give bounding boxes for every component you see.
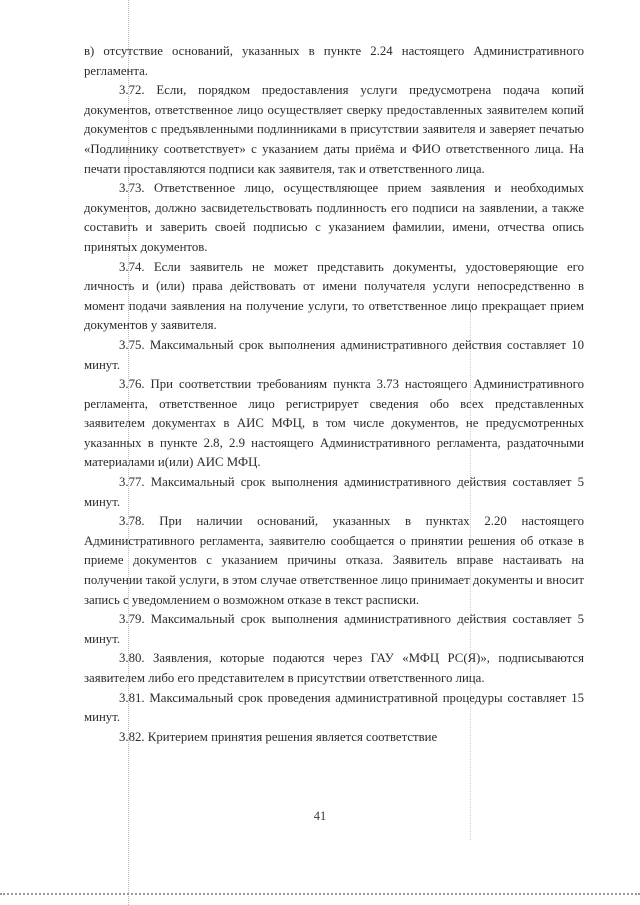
- page-number: 41: [313, 809, 327, 823]
- paragraph: 3.81. Максимальный срок проведения административной процедуры составляет 15 минут.: [84, 690, 584, 725]
- paragraph: 3.76. При соответствии требованиям пункта 3.73 настоящего Административного регламента, ответственное лицо регистрирует сведения обо всех представленных заявителем документах в АИС МФЦ, в том числе документов, не предусмотренных указанных в пункте 2.8, 2.9 настоящего Административного регламента, раздаточными материалами и(или) АИС МФЦ.: [84, 377, 584, 470]
- paragraph: 3.72. Если, порядком предоставления услуги предусмотрена подача копий документов, ответственное лицо осуществляет сверку предоставленных заявителем копий документов с предъявленными подлинниками в присутствии заявителя и заверяет печатью «Подлиннику соответствует» с указанием даты приёма и ФИО ответственного лица. На печати проставляются подписи как заявителя, так и ответственного лица.: [84, 83, 584, 176]
- paragraph: 3.82. Критерием принятия решения является соответствие: [119, 729, 438, 744]
- paragraph: 3.75. Максимальный срок выполнения административного действия составляет 10 минут.: [84, 337, 584, 372]
- paragraph: 3.80. Заявления, которые подаются через ГАУ «МФЦ РС(Я)», подписываются заявителем либо его представителем в присутствии ответственного лица.: [84, 651, 584, 685]
- paragraph: 3.73. Ответственное лицо, осуществляющее прием заявления и необходимых документов, должно засвидетельствовать подлинность его подписи на заявлении, а также составить и заверить своей подписью с указанием фамилии, имени, отчества опись принятых документов.: [84, 181, 584, 254]
- scan-edge-artifact: [0, 893, 640, 895]
- paragraph: 3.77. Максимальный срок выполнения административного действия составляет 5 минут.: [84, 475, 584, 509]
- paragraph: 3.74. Если заявитель не может представить документы, удостоверяющие его личность и (или) права действовать от имени получателя услуги непосредственно в момент подачи заявления на получение услуги, то ответственное лицо прекращает прием документов у заявителя.: [84, 259, 584, 333]
- document-body: [84, 42, 584, 747]
- paragraph: 3.78. При наличии оснований, указанных в пунктах 2.20 настоящего Административного регламента, заявителю сообщается о принятии решения об отказе в приеме документов с указанием причины отказа. Заявитель вправе настаивать на получении такой услуги, в этом случае ответственное лицо принимает документы и вносит запись с уведомлением о возможном отказе в текст расписки.: [84, 514, 584, 607]
- paragraph: в) отсутствие оснований, указанных в пункте 2.24 настоящего Административного регламента.: [84, 44, 584, 78]
- paragraph: 3.79. Максимальный срок выполнения административного действия составляет 5 минут.: [84, 612, 584, 646]
